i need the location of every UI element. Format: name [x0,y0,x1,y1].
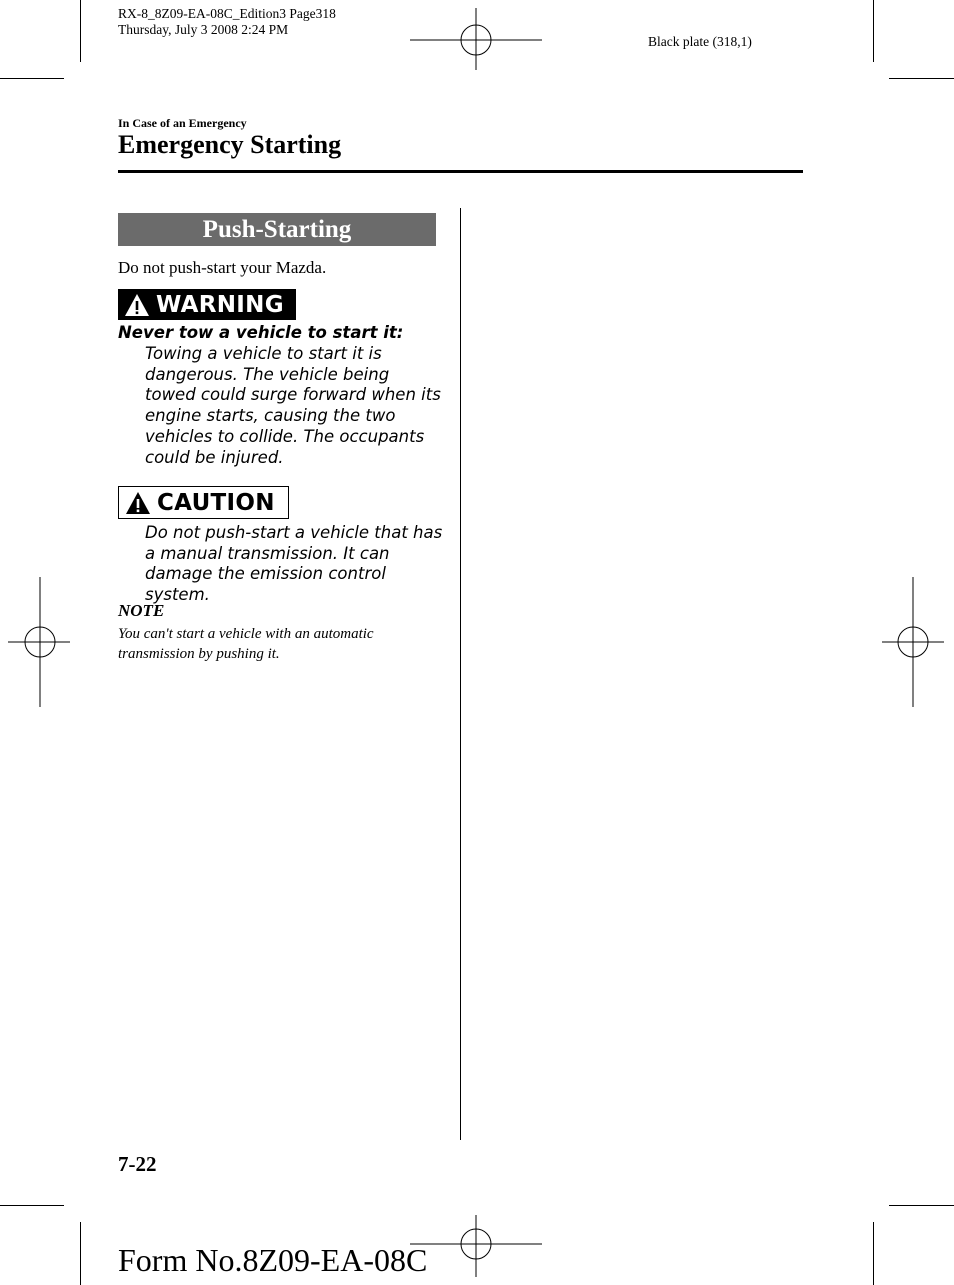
warning-triangle-icon [125,491,151,515]
crop-mark [873,1222,874,1285]
crop-mark [0,1205,64,1206]
section-heading: Push-Starting [118,213,436,246]
meta-line-date: Thursday, July 3 2008 2:24 PM [118,22,289,37]
caution-label: CAUTION [157,489,275,516]
warning-body: Towing a vehicle to start it is dangerous. The vehicle being towed could surge forward when its engine starts, causing the two vehicles to collide. The occupants could be injured. [145,344,441,467]
registration-mark-icon [410,8,542,70]
caution-body: Do not push-start a vehicle that has a manual transmission. It can damage the emission control system. [145,523,443,605]
note-body: You can't start a vehicle with an automatic transmission by pushing it. [118,626,374,662]
crop-mark [873,0,874,62]
registration-mark-icon [8,577,70,707]
crop-mark [889,1205,954,1206]
warning-label: WARNING [156,291,284,318]
chapter-label: In Case of an Emergency [118,116,247,130]
warning-heading: Never tow a vehicle to start it: [118,323,404,342]
page-number: 7-22 [118,1152,157,1176]
page-title: Emergency Starting [118,130,342,159]
plate-label: Black plate (318,1) [648,34,752,49]
title-rule [118,170,803,173]
warning-triangle-icon [124,293,150,317]
crop-mark [80,1222,81,1285]
crop-mark [80,0,81,62]
crop-mark [0,78,64,79]
registration-mark-icon [882,577,944,707]
column-divider [460,208,461,1140]
caution-badge [118,486,289,519]
meta-line-file: RX-8_8Z09-EA-08C_Edition3 Page318 [118,6,336,21]
form-number: Form No.8Z09-EA-08C [118,1242,428,1278]
print-metadata [118,6,336,38]
section-intro: Do not push-start your Mazda. [118,258,327,277]
note-label: NOTE [118,601,165,620]
registration-mark-icon [410,1215,542,1277]
crop-mark [889,78,954,79]
warning-badge [118,289,296,320]
